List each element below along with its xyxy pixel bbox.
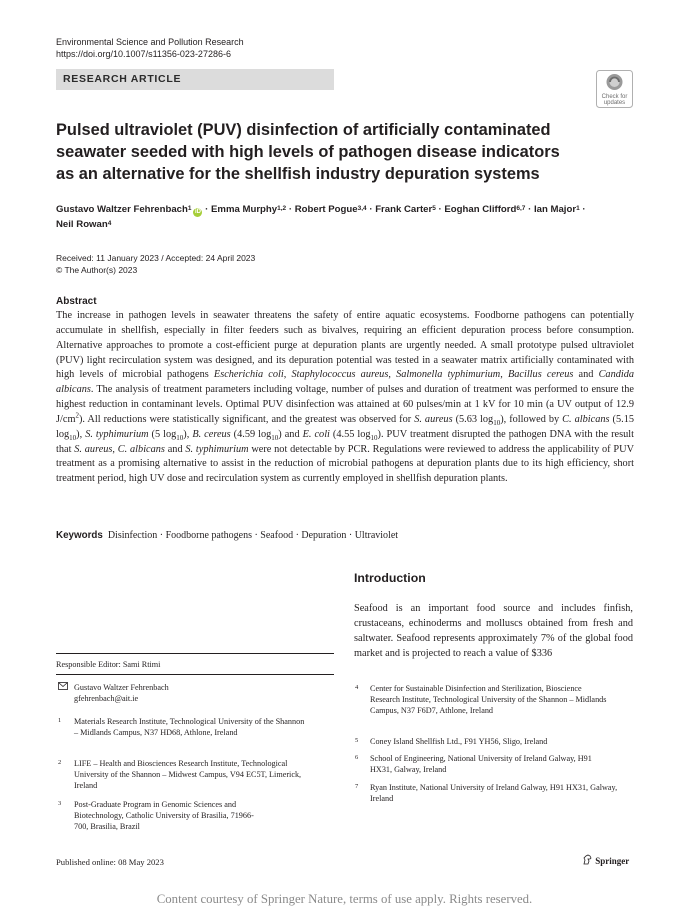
corresponding-name: Gustavo Waltzer Fehrenbach [74, 683, 169, 692]
springer-wordmark: Springer [595, 856, 630, 866]
check-updates-line2: updates [603, 100, 626, 106]
affiliation-text: Post-Graduate Program in Genomic Sciences and Biotechnology, Catholic University of Brasilia, 71966-700, Brasilia, Brazil [74, 800, 254, 831]
abstract-heading: Abstract [56, 296, 97, 307]
species-name: S. aureus [74, 443, 113, 455]
author-affiliation: 5 [432, 205, 436, 212]
species-name: Candida albicans [56, 369, 635, 396]
abstract-text: were not detectable by PCR. Regulations were reviewed to address the applicability of PUV treatment as a promising alternative to assist in the reduction of microbial pathogens at depuration plants due to its high efficiency, short treatment period, high UV dose and recirculation system as currently employed in shellfish depuration plants. [56, 443, 634, 485]
article-type-label: RESEARCH ARTICLE [63, 73, 182, 85]
species-name: Staphylococcus aureus [291, 369, 389, 381]
journal-name: Environmental Science and Pollution Research [56, 37, 244, 47]
species-name: Escherichia coli [213, 369, 284, 381]
affiliation-number: 3 [58, 800, 62, 807]
article-type-badge [56, 69, 334, 90]
keywords [56, 529, 634, 543]
orcid-icon[interactable]: iD [194, 209, 201, 215]
courtesy-notice: Content courtesy of Springer Nature, terms of use apply. Rights reserved. [156, 892, 533, 906]
check-for-updates-button[interactable] [596, 70, 633, 108]
species-name: S. aureus [414, 413, 453, 425]
species-name: S. typhimurium [85, 428, 149, 440]
corresponding-author [74, 682, 334, 704]
published-date: Published online: 08 May 2023 [56, 857, 164, 867]
envelope-icon [58, 682, 68, 693]
introduction-heading: Introduction [354, 571, 426, 585]
abstract-text: . The analysis of treatment parameters including voltage, number of pulses and duration of treatment was performed to ensure the highest reduction in contaminant levels. Optimal PUV disinfection was attained at 60 pulses/min at 1 kV for 10 min (a UV output of 12.9 J/cm [56, 384, 634, 425]
responsible-editor: Responsible Editor: Sami Rtimi [56, 660, 161, 669]
springer-horse-icon [582, 854, 593, 865]
author-affiliation: 1 [187, 205, 192, 212]
affiliation-text: LIFE – Health and Biosciences Research Institute, Technological University of the Shannon – Midwest Campus, V94 EC5T, Limerick, Ireland [74, 759, 302, 790]
affiliation-number: 2 [58, 759, 62, 766]
species-name: S. typhimurium [185, 443, 249, 455]
species-name: C. albicans [562, 413, 610, 425]
affiliation-text: Materials Research Institute, Technological University of the Shannon – Midlands Campus, N37 HD68, Athlone, Ireland [74, 717, 305, 737]
author-name[interactable]: Emma Murphy [211, 204, 278, 215]
affiliation-text: School of Engineering, National University of Ireland Galway, H91 HX31, Galway, Ireland [370, 754, 592, 774]
affiliation-number: 6 [355, 754, 359, 761]
species-name: B. cereus [192, 428, 231, 440]
check-updates-line1: Check for [601, 94, 628, 100]
author-name[interactable]: Neil Rowan [56, 219, 108, 230]
footnote-divider [56, 653, 334, 654]
author-name[interactable]: Gustavo Waltzer Fehrenbach [56, 204, 188, 215]
check-updates-icon [596, 70, 633, 108]
species-name: E. coli [302, 428, 330, 440]
footnote-divider [56, 674, 334, 675]
affiliation-number: 5 [355, 737, 359, 744]
author-name[interactable]: Eoghan Clifford [444, 204, 517, 215]
affiliation-number: 7 [355, 783, 359, 790]
corresponding-email[interactable]: gfehrenbach@ait.ie [74, 694, 139, 703]
abstract-body: The increase in pathogen levels in seawater threatens the safety of entire aquatic ecosystems. Foodborne pathogens can potentially accumulate in shellfish, especially in filter feeders such as bivalves, requiring an efficient depuration process before consumption. Alternative approaches to promote a cost-efficient purge at depuration plants are urgently needed. A small prototype pulsed ultraviolet (PUV) light recirculation system was designed, and its depuration potential was tested in a seawater matrix artificially contaminated with high levels of microbial pathogens Escherichia coli, Staphylococcus aureus, Salmonella typhimurium, Bacillus cereus and Candida albicans. The analysis of treatment parameters including voltage, number of pulses and duration of treatment was performed to ensure the highest reduction in contaminant levels. Optimal PUV disinfection was attained at 60 pulses/min at 1 kV for 10 min (a UV output of 12.9 $J/cm^2$). All reductions were statistically significant, and the greatest was observed for S. aureus (5.63 $\log_{10}$), followed by C. albicans (5.15 $\log_{10}$), S. typhimurium (5 $\log_{10}$), B. cereus (4.59 $\log_{10}$) and E. coli (4.55 $\log_{10}$). PUV treatment disrupted the pathogen DNA with the result that S. aureus, C. albicans and S. typhimurium were not detectable by PCR. Regulations were reviewed to address the applicability of PUV treatment as a promising alternative to assist in the reduction of microbial pathogens at depuration plants due to its high efficiency, short treatment period, high UV dose and recirculation system as currently employed in shellfish depuration plants. [56, 310, 635, 485]
author-affiliation: 6,7 [516, 205, 526, 212]
journal-header [56, 36, 244, 60]
species-name: C. albicans [117, 443, 165, 455]
article-dates [56, 252, 255, 276]
species-name: Salmonella typhimurium [396, 369, 501, 381]
affiliation-number: 4 [355, 684, 359, 691]
author-name[interactable]: Robert Pogue [294, 204, 358, 215]
affiliation-text: Coney Island Shellfish Ltd., F91 YH56, Sligo, Ireland [370, 737, 548, 746]
received-accepted: Received: 11 January 2023 / Accepted: 24 April 2023 [56, 253, 256, 263]
author-name[interactable]: Ian Major [533, 204, 577, 215]
springer-logo[interactable] [582, 854, 629, 866]
abstract-text: The increase in pathogen levels in seawater threatens the safety of entire aquatic ecosystems. Foodborne pathogens can potentially accumulate in shellfish, especially in filter feeders such as bivalves, requiring an efficient depuration process before consumption. Alternative approaches to promote a cost-efficient purge at depuration plants are urgently needed. A small prototype pulsed ultraviolet (PUV) light recirculation system was designed, and its depuration potential was tested in a seawater matrix artificially contaminated with high levels of microbial pathogens [56, 310, 634, 381]
author-affiliation: 4 [107, 220, 112, 227]
affiliation-text: Center for Sustainable Disinfection and Sterilization, Bioscience Research Institute, Technological University of the Shannon – Midlands Campus, N37 F6D7, Athlone, Ireland [370, 684, 607, 715]
author-affiliation: 1 [576, 205, 580, 212]
author-list: Gustavo Waltzer Fehrenbach$^1$ iD · Emma Murphy$^{1,2}$ · Robert Pogue$^{3,4}$ · Frank Carter$^5$ · Eoghan Clifford$^{6,7}$ · Ian Major$^1$ · Neil Rowan$^4$ [56, 204, 586, 230]
affiliation-text: Ryan Institute, National University of Ireland Galway, H91 HX31, Galway, Ireland [370, 783, 618, 803]
paper-title: Pulsed ultraviolet (PUV) disinfection of artificially contaminated seawater seeded with high levels of pathogen disease indicators as an alternative for the shellfish industry depuration systems [56, 121, 560, 183]
abstract-text: ). All reductions were statistically significant, and the greatest was observed for [78, 413, 415, 425]
author-affiliation: 3,4 [357, 205, 367, 212]
doi-link[interactable]: https://doi.org/10.1007/s11356-023-27286-6 [56, 49, 231, 59]
keywords-label: Keywords [56, 530, 103, 541]
affiliation-number: 1 [58, 717, 62, 724]
introduction-text: Seafood is an important food source and includes finfish, crustaceans, echinoderms and molluscs obtained from fresh and saltwater. Seafood represents approximately 7% of the global food market and is projected to reach a value of $336 [354, 603, 633, 659]
species-name: Bacillus cereus [507, 369, 574, 381]
keywords-list: Disinfection · Foodborne pathogens · Seafood · Depuration · Ultraviolet [107, 530, 399, 541]
author-affiliation: 1,2 [277, 205, 287, 212]
copyright: © The Author(s) 2023 [56, 265, 138, 275]
author-name[interactable]: Frank Carter [375, 204, 433, 215]
